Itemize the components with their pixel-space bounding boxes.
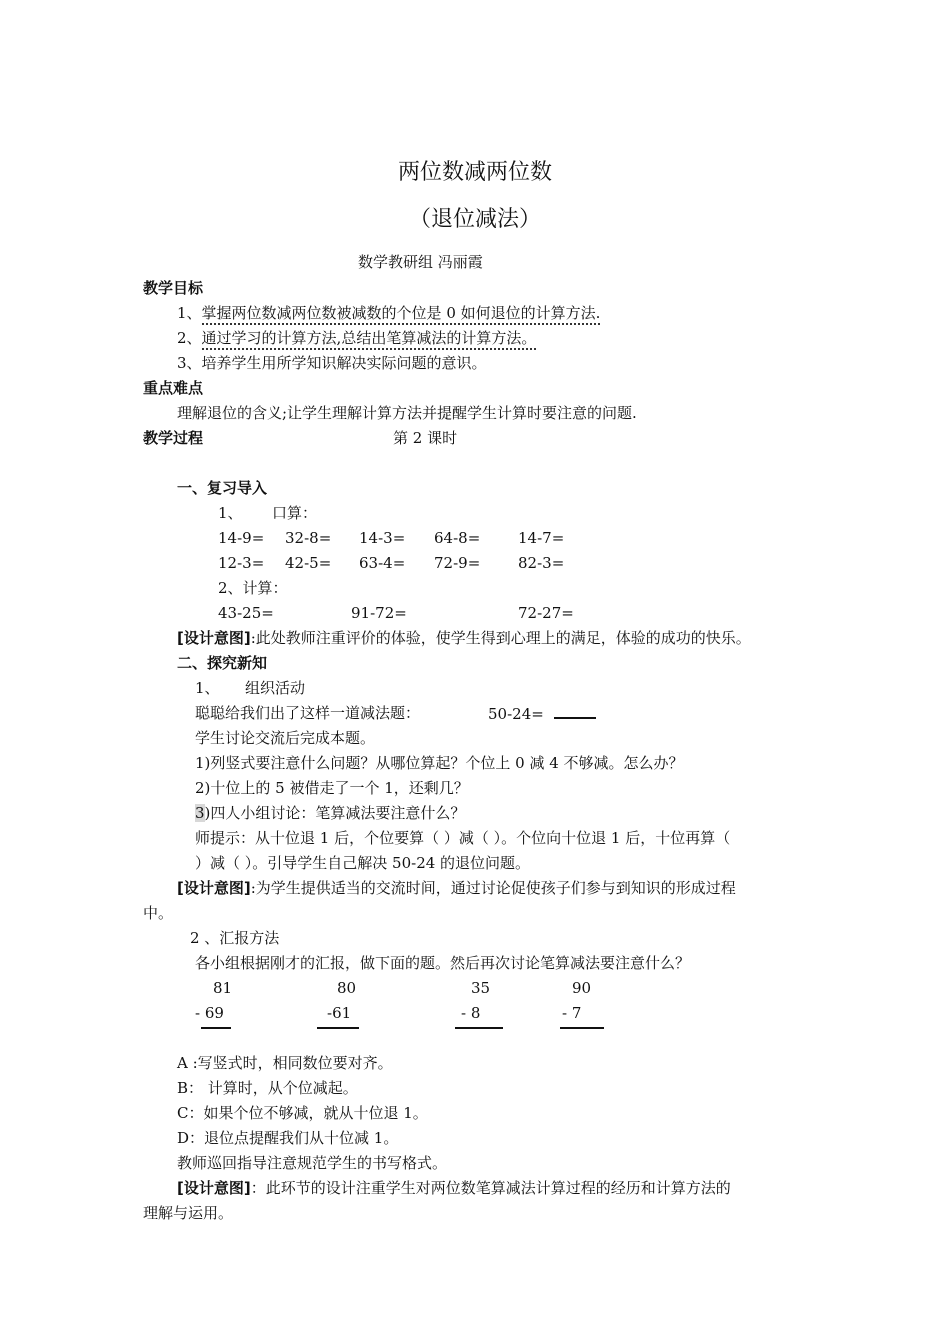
- intent-label: [设计意图]: [177, 879, 251, 897]
- goal-item-2: [177, 328, 536, 348]
- oral-problem: 12-3=: [218, 554, 265, 572]
- hint-line-1: 师提示：从十位退 1 后，个位要算（ ）减（ ）。个位向十位退 1 后，十位再算（: [195, 829, 731, 847]
- design-intent-2-cont: 中。: [143, 904, 174, 922]
- author-line: 数学教研组 冯丽霞: [358, 253, 483, 271]
- problem-expression: [488, 703, 596, 724]
- goal-text: 掌握两位数减两位数被减数的个位是 0 如何退位的计算方法.: [202, 304, 601, 325]
- problem-expr: 50-24=: [488, 705, 544, 723]
- design-intent-3: [177, 1178, 731, 1198]
- rule-item: A :写竖式时，相同数位要对齐。: [177, 1054, 393, 1072]
- vertical-bottom: - 7: [562, 1004, 582, 1022]
- question-3: [195, 803, 465, 823]
- activity-num: 1、: [195, 679, 220, 697]
- intent-label: [设计意图]: [177, 629, 251, 647]
- process-heading: 教学过程: [143, 429, 204, 447]
- question-2: 2)十位上的 5 被借走了一个 1，还剩几？: [195, 779, 469, 797]
- rule-item: C：如果个位不够减，就从十位退 1。: [177, 1104, 428, 1122]
- patrol-text: 教师巡回指导注意规范学生的书写格式。: [177, 1154, 448, 1172]
- calc-problem: 72-27=: [518, 604, 574, 622]
- intent-text: :此处教师注重评价的体验，使学生得到心理上的满足，体验的成功的快乐。: [250, 629, 751, 647]
- oral-problem: 64-8=: [434, 529, 481, 547]
- answer-blank: [554, 703, 596, 719]
- vertical-top: 35: [471, 979, 491, 997]
- question-3-num: 3: [195, 804, 205, 822]
- goal-item-1: [177, 303, 600, 323]
- discuss-text: 学生讨论交流后完成本题。: [195, 729, 376, 747]
- problem-text: 聪聪给我们出了这样一道减法题：: [195, 704, 421, 722]
- design-intent-3-cont: 理解与运用。: [143, 1204, 234, 1222]
- oral-title: 口算：: [272, 504, 318, 522]
- keypoints-text: 理解退位的含义;让学生理解计算方法并提醒学生计算时要注意的问题.: [177, 404, 637, 422]
- vertical-bottom: -61: [327, 1004, 352, 1022]
- question-1: 1)列竖式要注意什么问题？从哪位算起？个位上 0 减 4 不够减。怎么办？: [195, 754, 684, 772]
- report-text: 各小组根据刚才的汇报，做下面的题。然后再次讨论笔算减法要注意什么？: [195, 954, 691, 972]
- oral-problem: 14-9=: [218, 529, 265, 547]
- goal-item-3: [177, 353, 487, 373]
- vertical-top: 90: [572, 979, 592, 997]
- calc-problem: 43-25=: [218, 604, 274, 622]
- page-title: 两位数减两位数: [397, 160, 552, 185]
- design-intent-2: [177, 878, 736, 898]
- keypoints-heading: 重点难点: [143, 379, 204, 397]
- vertical-rule: [201, 1027, 231, 1029]
- intent-label: [设计意图]: [177, 1179, 251, 1197]
- oral-problem: 72-9=: [434, 554, 481, 572]
- oral-problem: 63-4=: [359, 554, 406, 572]
- calc-label: 2、计算：: [218, 579, 288, 597]
- oral-problem: 82-3=: [518, 554, 565, 572]
- vertical-rule: [455, 1027, 503, 1029]
- vertical-bottom: - 69: [195, 1004, 224, 1022]
- oral-label: 1、: [218, 504, 243, 522]
- oral-problem: 42-5=: [285, 554, 332, 572]
- vertical-bottom: - 8: [461, 1004, 481, 1022]
- goal-text: 通过学习的计算方法,总结出笔算减法的计算方法。: [202, 329, 537, 350]
- oral-problem: 14-7=: [518, 529, 565, 547]
- calc-problem: 91-72=: [351, 604, 407, 622]
- design-intent-1: [177, 628, 751, 648]
- goal-num: 3、: [177, 354, 202, 372]
- intent-text: ：此环节的设计注重学生对两位数笔算减法计算过程的经历和计算方法的: [250, 1179, 731, 1197]
- vertical-top: 80: [337, 979, 357, 997]
- goal-num: 2、: [177, 329, 202, 347]
- rule-item: D：退位点提醒我们从十位减 1。: [177, 1129, 399, 1147]
- page-subtitle: （退位减法）: [408, 207, 541, 232]
- intent-text: :为学生提供适当的交流时间，通过讨论促使孩子们参与到知识的形成过程: [250, 879, 736, 897]
- goal-text: 培养学生用所学知识解决实际问题的意识。: [201, 354, 487, 372]
- vertical-rule: [560, 1027, 604, 1029]
- goals-heading: 教学目标: [143, 279, 204, 297]
- lesson-label: 第 2 课时: [393, 429, 458, 447]
- rule-item: B： 计算时，从个位减起。: [177, 1079, 358, 1097]
- report-title: 2 、汇报方法: [190, 929, 280, 947]
- activity-title: 组织活动: [245, 679, 306, 697]
- question-3-text: )四人小组讨论：笔算减法要注意什么？: [204, 804, 466, 822]
- oral-problem: 14-3=: [359, 529, 406, 547]
- vertical-rule: [317, 1027, 359, 1029]
- section1-heading: 一、复习导入: [177, 479, 268, 497]
- section2-heading: 二、探究新知: [177, 654, 268, 672]
- goal-num: 1、: [177, 304, 202, 322]
- oral-problem: 32-8=: [285, 529, 332, 547]
- hint-line-2: ）减（ ）。引导学生自己解决 50-24 的退位问题。: [195, 854, 531, 872]
- vertical-top: 81: [213, 979, 233, 997]
